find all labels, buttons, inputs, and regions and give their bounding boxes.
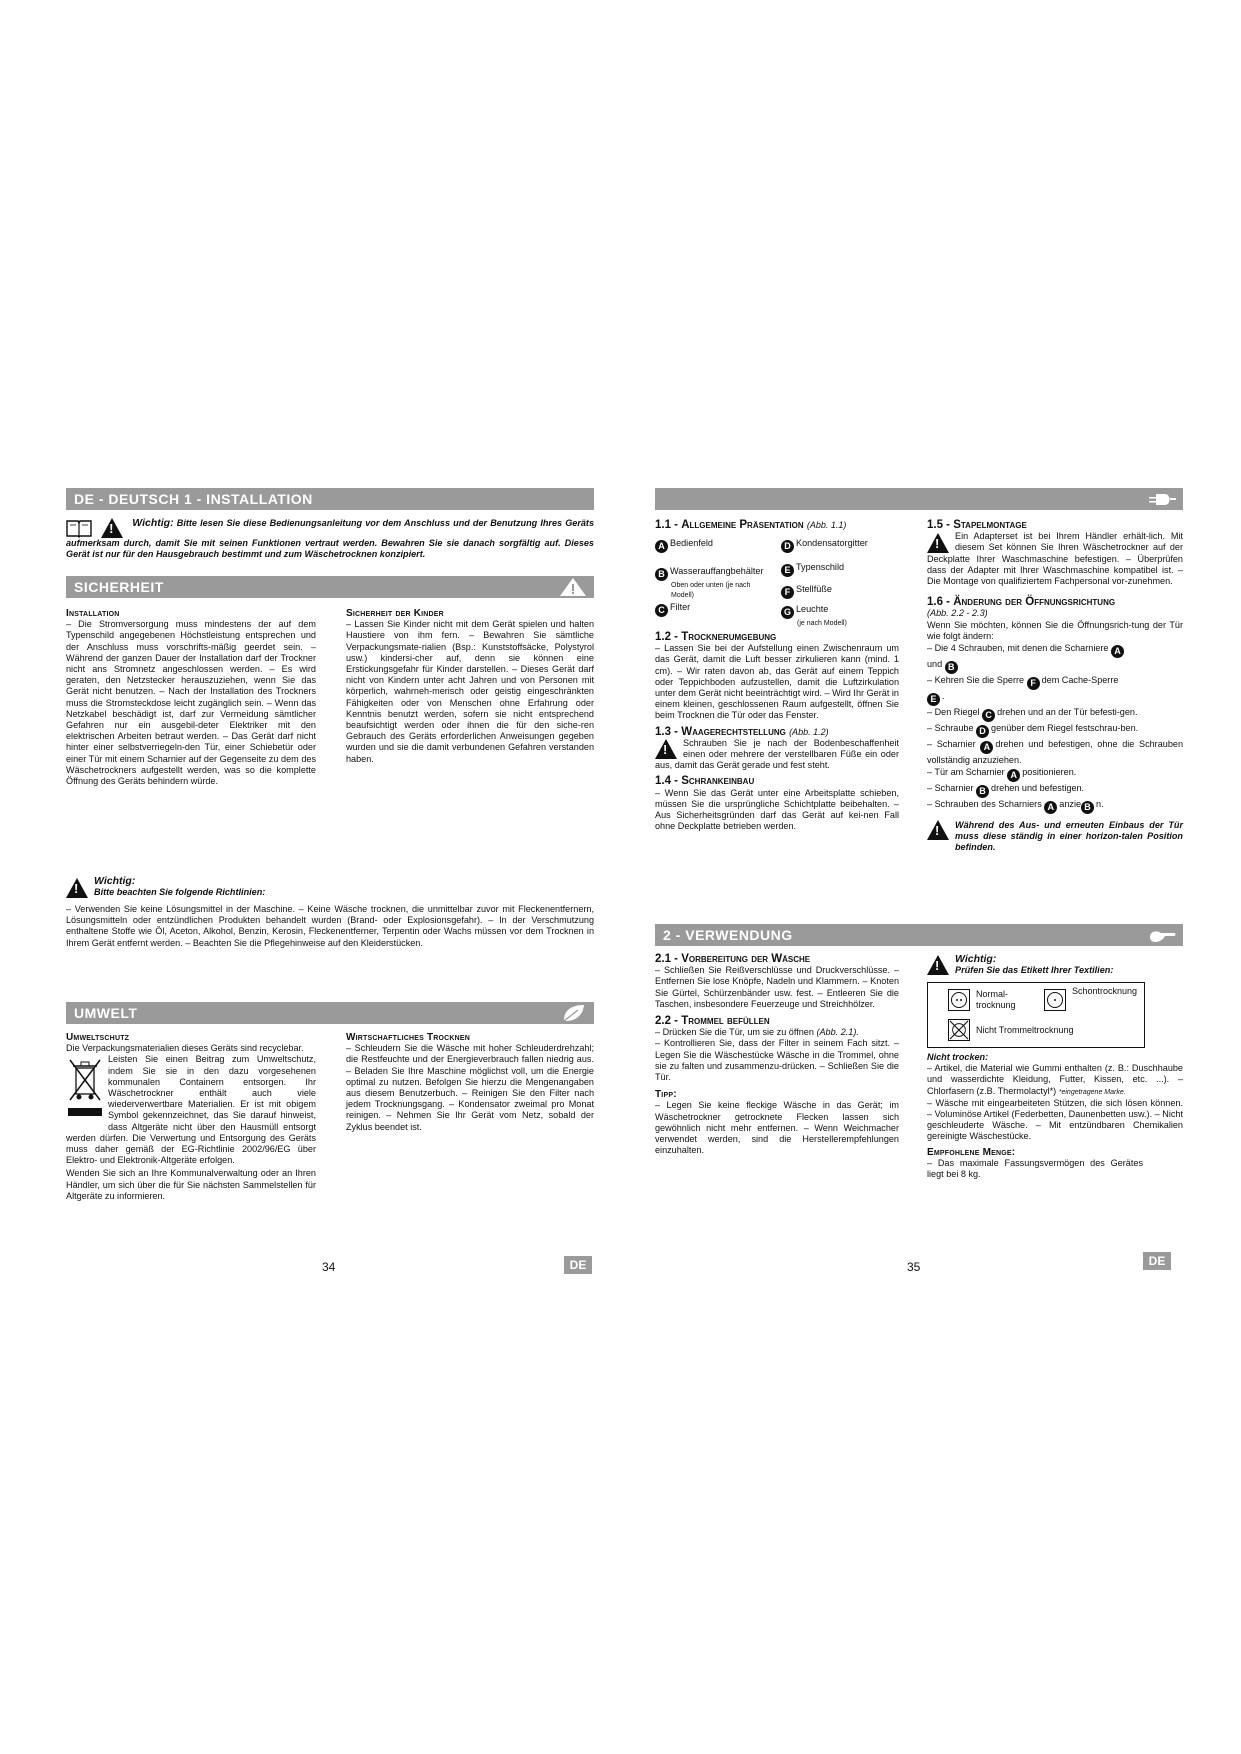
installation-text: – Die Stromversorgung muss mindestens der auf dem Typenschild angegebenen Höchstleistung entsprechen und der Anschluss muss vorschrifts-mäßig geerdet sein. – Während der ganzen Dauer der Installation darf der Trockner nicht ans Stromnetz angeschlossen werden. – Es wird geraten, den Netzstecker herauszuziehen, wenn Sie das Gerät nicht benutzen. – Nach der Installation des Trockners muss die Stromsteckdose leicht zugänglich sein. – Wenn das Netzkabel beschädigt ist, darf zur Vermeidung sämtlicher Gefahren nur ein ausgebil-deter Elektriker mit den elektrischen Arbeiten betraut werden. – Das Gerät darf nicht hinter einer selbstverriegeln-den Tür, einer Schiebetür oder einer Tür mit einem Scharnier auf der Gegenseite zu dem des Wäschetrockners aufgestellt werden, was so die komplette Öffnung des Geräts behindern würde. — [66, 619, 316, 787]
s21-text: – Schließen Sie Reißverschlüsse und Druckverschlüsse. – Entfernen Sie lose Knöpfe, Nadeln und Klammern. – Knoten Sie Gürtel, Schürzenbänder usw. fest. – Entleeren Sie die Taschen, insbesondere Feuerzeuge und Streichhölzer. — [655, 965, 899, 1009]
s16-step-8: – Schrauben des Scharniers A anzie B n. — [927, 799, 1104, 813]
s13-title — [655, 727, 899, 738]
s16-step-1: – Die 4 Schrauben, mit denen die Scharniere A und B — [927, 642, 1183, 674]
s11-title — [655, 520, 899, 531]
wichtig-block — [66, 876, 594, 949]
do-not-tumble-dry-icon — [948, 1019, 970, 1041]
umwelt-bar — [66, 1002, 594, 1024]
s16-warning — [927, 820, 1183, 854]
umwelt-bar-title: UMWELT — [74, 1005, 138, 1021]
letter-a-icon: A — [980, 741, 993, 754]
umweltschutz-title: Umweltschutz — [66, 1032, 130, 1043]
pres-item-b — [655, 566, 771, 601]
s15-num: 1.5 - — [927, 519, 951, 531]
pres-item-f-label: Stellfüße — [796, 584, 832, 594]
lang-badge-left: DE — [564, 1256, 592, 1274]
installation-header-bar — [66, 488, 594, 510]
s15-title — [927, 520, 1183, 531]
umweltschutz-text-3: Wenden Sie sich an Ihre Kommunalverwaltung oder an Ihren Händler, um sich über die für Sie nächsten Sammelstellen für Altgeräte zu informieren. — [66, 1168, 316, 1201]
s15-title-text: Stapelmontage — [953, 519, 1027, 531]
letter-b-icon: B — [1081, 801, 1094, 814]
tumble-dry-normal-icon — [948, 989, 970, 1011]
s22-title-text: Trommel befüllen — [681, 1015, 770, 1028]
s16-title-text: Änderung der Öffnungsrichtung — [953, 596, 1116, 609]
care-label-box — [927, 982, 1145, 1048]
letter-a-icon: A — [1007, 769, 1020, 782]
label-nicht: Nicht Trommeltrocknung — [976, 1025, 1074, 1035]
installation-title: Installation — [66, 608, 120, 619]
warning-icon — [655, 739, 677, 759]
letter-b-icon: B — [655, 568, 668, 581]
intro-text: Bitte lesen Sie diese Bedienungsanleitung vor dem Anschluss und der Benutzung Ihres Geräts aufmerksam durch, damit Sie mit seinen Funktionen vertraut werden. Bewahren Sie sie danach sorgfältig auf. Dieses Gerät ist nur für den Hausgebrauch bestimmt und zum Wäschetrocknen konzipiert. — [66, 518, 595, 560]
verwendung-bar — [655, 924, 1183, 946]
nicht-trocken-text-2: – Wäsche mit eingearbeiteten Stützen, die sich lösen können. – Voluminöse Artikel (Federbetten, Daunenbetten usw.). – Nicht geschleuderte Wäsche. – Mit entzündbaren Chemikalien gereinigte Wäschestücke. — [927, 1097, 1183, 1142]
letter-e-icon: E — [781, 564, 794, 577]
pres-item-g — [781, 604, 847, 629]
s14-num: 1.4 - — [655, 775, 679, 788]
page-number-right: 35 — [907, 1260, 921, 1274]
warning-icon — [66, 878, 88, 898]
s15-text: Ein Adapterset ist bei Ihrem Händler erhält-lich. Mit diesem Set können Sie Ihren Wäschetrockner auf der Deckplatte Ihrer Waschmaschine befestigen. – Überprüfen dass der Adapter mit Ihrer Waschmaschine kompatibel ist. – Die Montage von qualifiziertem Fachpersonal vor-zunehmen. — [927, 531, 1183, 587]
s21-num: 2.1 - — [655, 953, 679, 965]
s14-title-text: Schrankeinbau — [681, 775, 755, 788]
wirtschaftlich-text: – Schleudern Sie die Wäsche mit hoher Schleuderdrehzahl; die Restfeuchte und der Energieverbrauch fallen niedrig aus. – Beladen Sie Ihre Maschine möglichst voll, um die Energie optimal zu nutzen. Befolgen Sie hierzu die Mengenangaben aus diesem Benutzerbuch. – Reinigen Sie den Filter nach jedem Trocknungsgang. – Kondensator zweimal pro Monat reinigen. – Nehmen Sie Ihr Gerät vom Netz, sobald der Zyklus beendet ist. — [346, 1043, 594, 1132]
page-number-left: 34 — [322, 1260, 336, 1274]
verwendung-right-column — [927, 954, 1183, 1180]
letter-a-icon: A — [1111, 645, 1124, 658]
right-left-column — [655, 520, 899, 531]
s16-ref: (Abb. 2.2 - 2.3) — [927, 608, 988, 619]
sicherheit-bar — [66, 576, 594, 598]
wichtig-title: Wichtig: — [94, 875, 136, 887]
letter-b-icon: B — [945, 661, 958, 674]
wichtig-label-header — [927, 954, 1183, 980]
sicherheit-bar-title: SICHERHEIT — [74, 579, 164, 595]
s13-title-text: Waagerechtstellung — [681, 725, 786, 738]
s22-title — [655, 1016, 899, 1027]
pres-item-c-label: Filter — [670, 602, 691, 612]
s16-step-4: – Schraube D genüber dem Riegel festschrau-ben. — [927, 723, 1139, 737]
plug-icon — [1147, 489, 1177, 509]
warning-icon — [101, 518, 123, 538]
label-schon: Schontrocknung — [1072, 986, 1138, 996]
pres-item-e-label: Typenschild — [796, 562, 845, 572]
intro-wichtig-label: Wichtig: — [132, 517, 174, 529]
s16-title — [927, 597, 1183, 608]
s22-text-1: – Drücken Sie die Tür, um sie zu öffnen (Abb. 2.1). — [655, 1027, 859, 1038]
pres-item-g-note: (je nach Modell) — [797, 620, 847, 627]
s16-step-3: – Den Riegel C drehen und an der Tür befesti-gen. — [927, 707, 1138, 721]
s13-ref: (Abb. 1.2) — [789, 726, 829, 737]
hand-icon — [1147, 925, 1177, 945]
letter-a-icon: A — [1044, 801, 1057, 814]
kinder-column — [346, 608, 594, 765]
pres-item-a — [655, 538, 713, 553]
book-icon — [66, 518, 92, 538]
s21-title-text: Vorbereitung der Wäsche — [681, 953, 811, 965]
s16-step-6: – Tür am Scharnier A positionieren. — [927, 767, 1077, 781]
warning-icon — [927, 820, 949, 840]
installation-header-title: DE - DEUTSCH 1 - INSTALLATION — [74, 491, 313, 507]
tipp-text: – Legen Sie keine fleckige Wäsche in das Gerät; im Wäschetrockner getrocknete Flecken lassen sich gewöhnlich nicht mehr entfernen. – Wenn Weichmacher verwendet werden, sind die Herstellerempfehlungen einzuhalten. — [655, 1100, 899, 1156]
s11-ref: (Abb. 1.1) — [806, 520, 847, 530]
pres-item-d-label: Kondensatorgitter — [796, 538, 868, 548]
letter-f-icon: F — [1027, 677, 1040, 690]
s13-num: 1.3 - — [655, 725, 679, 738]
s11-num: 1.1 - — [655, 519, 679, 531]
s21-title — [655, 954, 899, 965]
letter-d-icon: D — [781, 540, 794, 553]
trademark-note: *eingetragene Marke. — [1058, 1088, 1126, 1096]
pres-item-f — [781, 584, 832, 599]
s14-text: – Wenn Sie das Gerät unter eine Arbeitsplatte schieben, müssen Sie die ursprüngliche Schichtplatte beibehalten. – Aus Sicherheitsgründen darf das Gerät auf kei-nen Fall ohne Deckplatte betrieben werden. — [655, 787, 899, 832]
pres-item-c — [655, 602, 690, 617]
tumble-dry-gentle-icon — [1044, 989, 1066, 1011]
weee-bin-icon — [66, 1056, 104, 1122]
verwendung-left-column — [655, 954, 899, 1156]
lang-badge-right: DE — [1143, 1252, 1171, 1270]
pres-item-a-label: Bedienfeld — [670, 538, 713, 548]
left-page — [66, 488, 594, 1288]
s16-step-7: – Scharnier B drehen und befestigen. — [927, 783, 1085, 797]
umweltschutz-text-1: Die Verpackungsmaterialien dieses Geräts sind recyclebar. — [66, 1043, 304, 1054]
s12-num: 1.2 - — [655, 631, 679, 643]
letter-g-icon: G — [781, 606, 794, 619]
menge-title: Empfohlene Menge: — [927, 1146, 1016, 1158]
installation-column — [66, 608, 316, 787]
wirtschaftlich-title: Wirtschaftliches Trocknen — [346, 1032, 471, 1043]
kinder-text: – Lassen Sie Kinder nicht mit dem Gerät spielen und halten Haustiere von ihm fern. – Bewahren Sie sämtliche Verpackungsmate-rialien (Bsp.: Kunststoffsäcke, Polystyrol usw.) kindersi-cher auf, denn sie können eine Erstickungsgefahr für Kinder darstellen. – Dieses Gerät darf nicht von Kindern unter acht Jahren und von Personen mit körperlich, wahrneh-merisch oder geistig eingeschränkten Fähigkeiten oder von Menschen ohne Erfahrung oder Kenntnis benutzt werden, sofern sie nicht entsprechend beaufsichtigt werden oder ihnen die für den siche-ren Gebrauch des Geräts erforderlichen Anweisungen gegeben wurden und sie die damit verbundenen Gefahren verstanden haben. — [346, 619, 594, 764]
s22-num: 2.2 - — [655, 1015, 679, 1028]
intro-block — [66, 518, 594, 560]
verwendung-wichtig-title: Wichtig: — [955, 953, 997, 965]
pres-item-g-label: Leuchte — [796, 604, 829, 614]
s12-title-text: Trocknerumgebung — [681, 631, 777, 643]
nicht-trocken-title: Nicht trocken: — [927, 1052, 989, 1062]
warning-icon — [927, 955, 949, 975]
s12-text: – Lassen Sie bei der Aufstellung einen Zwischenraum um das Gerät, damit die Luft besser zirkulieren kann (mind. 1 cm). – Wir raten davon ab, das Gerät auf einem Teppich oder Teppichboden aufzustellen, damit die Luftzirkulation unter dem Gerät nicht beeinträchtigt wird. – Wird Ihr Gerät in einem kleinen, geschlossenen Raum aufgestellt, öffnen Sie beim Trocknen die Tür oder das Fenster. — [655, 643, 899, 721]
letter-f-icon: F — [781, 586, 794, 599]
s14-title — [655, 776, 899, 787]
pres-item-d — [781, 538, 868, 553]
wichtig-text: – Verwenden Sie keine Lösungsmittel in der Maschine. – Keine Wäsche trocknen, die unmittelbar zuvor mit Fleckenentfernern, Lösungsmitteln oder entzündlichen Produkten behandelt wurden (Brand- oder Explosionsgefahr). – In der Verschmutzung enthaltene Stoffe wie Öl, Aceton, Alkohol, Benzin, Kerosin, Fleckenentferner, Terpentin oder Wachs müssen vor dem Trocknen in Ihrem Gerät entfernt werden. – Beachten Sie die Pflegehinweise auf den Kleiderstücken. — [66, 904, 594, 948]
tipp-title: Tipp: — [655, 1089, 677, 1101]
right-header-bar — [655, 488, 1183, 510]
warning-icon — [558, 577, 588, 597]
wirtschaftlich-column — [346, 1032, 594, 1133]
pres-item-b-note: Oben oder unten (je nach Modell) — [671, 582, 751, 599]
s16-warning-text: Während des Aus- und erneuten Einbaus der Tür muss diese ständig in einer horizon-talen Position befinden. — [955, 820, 1183, 853]
warning-icon — [927, 533, 949, 553]
verwendung-bar-title: 2 - VERWENDUNG — [663, 927, 793, 943]
label-normal: Normal-trocknung — [976, 989, 1016, 1010]
nicht-trocken-text-1: – Artikel, die Material wie Gummi enthalten (z. B.: Duschhaube und wasserdichte Kleidung, Futter, Kissen, etc. ...). – Chlorfasern (z.B. Thermolactyl*) *eingetragene Marke. — [927, 1063, 1183, 1096]
umweltschutz-column — [66, 1032, 316, 1202]
s12-title — [655, 632, 899, 643]
s12-block — [655, 632, 899, 832]
pres-item-b-label: Wasserauffangbehälter — [670, 566, 764, 576]
letter-b-icon: B — [976, 785, 989, 798]
s16-num: 1.6 - — [927, 596, 951, 609]
s16-step-2: – Kehren Sie die Sperre F dem Cache-Sperre E . — [927, 675, 1119, 705]
wichtig-subtitle: Bitte beachten Sie folgende Richtlinien: — [94, 887, 266, 898]
letter-d-icon: D — [976, 725, 989, 738]
s16-step-5: – Scharnier A drehen und befestigen, ohne die Schrauben vollständig anzuziehen. — [927, 739, 1183, 766]
s22-text-2: – Kontrollieren Sie, dass der Filter in seinem Fach sitzt. – Legen Sie die Wäschestücke Wäsche in die Trommel, ohne sie zu falten und zusammenzu-drücken. – Schließen Sie die Tür. — [655, 1038, 899, 1083]
s13-text: Schrauben Sie je nach der Bodenbeschaffenheit einen oder mehrere der verstellbaren Füße ein oder aus, damit das Gerät gerade und fest steht. — [655, 737, 899, 771]
menge-text: – Das maximale Fassungsvermögen des Gerätes liegt bei 8 kg. — [927, 1157, 1143, 1180]
leaf-icon — [558, 1003, 588, 1023]
umweltschutz-text-2: Leisten Sie einen Beitrag zum Umweltschutz, indem Sie sie in den dazu vorgesehenen kommunalen Containern entsorgen. Ihr Wäschetrockner enthält auch viele wiederverwertbare Materialien. Er ist mit obigem Symbol gekennzeichnet, das Sie darauf hinweist, dass Altgeräte nicht über den Hausmüll entsorgt werden dürfen. Die Verwertung und Entsorgung des Geräts muss daher gemäß der EG-Richtlinie 2002/96/EG über Elektro- und Elektronik-Altgeräte erfolgen. — [66, 1054, 316, 1166]
letter-c-icon: C — [982, 709, 995, 722]
letter-c-icon: C — [655, 604, 668, 617]
pres-item-e — [781, 562, 844, 577]
s11-title-text: Allgemeine Präsentation — [681, 519, 804, 531]
s16-intro: Wenn Sie möchten, können Sie die Öffnungsrich-tung der Tür wie folgt ändern: — [927, 619, 1183, 641]
right-right-column — [927, 520, 1183, 854]
verwendung-wichtig-subtitle: Prüfen Sie das Etikett Ihrer Textilien: — [955, 965, 1114, 976]
letter-e-icon: E — [927, 693, 940, 706]
kinder-title: Sicherheit der Kinder — [346, 608, 444, 619]
right-page — [655, 488, 1183, 1288]
letter-a-icon: A — [655, 540, 668, 553]
